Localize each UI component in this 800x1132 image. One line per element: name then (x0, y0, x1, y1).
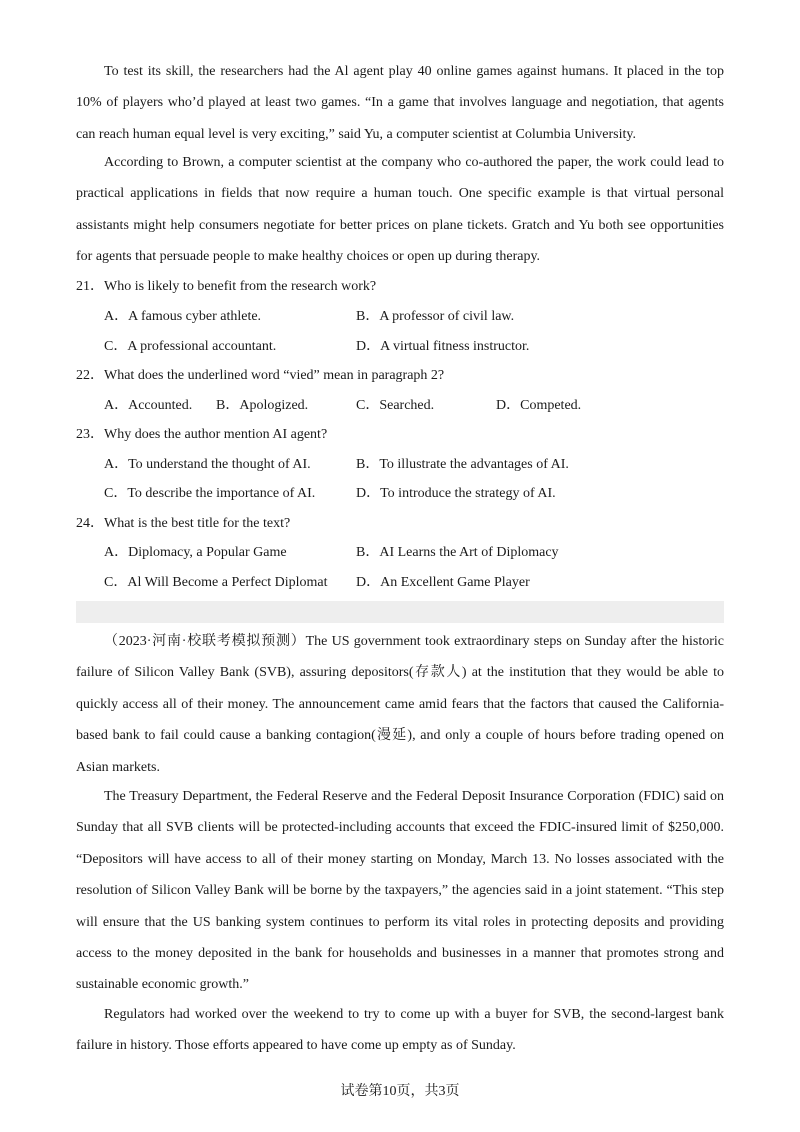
question-21-option-b[interactable]: B．A professor of civil law. (356, 309, 515, 324)
question-24-option-c[interactable]: C．Al Will Become a Perfect Diplomat (104, 575, 328, 590)
question-22-stem: 22．What does the underlined word “vied” mean in paragraph 2? (76, 368, 445, 383)
question-24-option-d[interactable]: D．An Excellent Game Player (356, 575, 530, 590)
passage2-paragraph-2: The Treasury Department, the Federal Reserve and the Federal Deposit Insurance Corporation (FDIC) said on Sunday that all SVB clients will be protected-including accounts that exceed the FDIC-insured limit of $250,000. “Depositors will have access to all of their money starting on Monday, March 13. No losses associated with the resolution of Silicon Valley Bank will be borne by the taxpayers,” the agencies said in a joint statement. “This step will ensure that the US banking system continues to perform its vital roles in protecting deposits and providing access to the money deposited in the bank for households and businesses in a manner that promotes strong and sustainable economic growth.” (76, 789, 724, 993)
question-21-option-c[interactable]: C．A professional accountant. (104, 339, 277, 354)
section-divider (76, 601, 724, 623)
passage2-source: （2023·河南·校联考模拟预测） (104, 634, 306, 649)
question-21-stem: 21．Who is likely to benefit from the research work? (76, 279, 377, 294)
question-24-stem: 24．What is the best title for the text? (76, 516, 291, 531)
question-22-option-c[interactable]: C．Searched. (356, 398, 435, 413)
question-22-option-d[interactable]: D．Competed. (496, 398, 582, 413)
passage2-paragraph-1-text: The US government took extraordinary steps on Sunday after the historic failure of Silicon Valley Bank (SVB), assuring depositors(存款人) at the institution that they would be able to quickly access all of their money. The announcement came amid fears that the factors that caused the California-based bank to fail could cause a banking contagion(漫延), and only a couple of hours before trading opened on Asian markets. (76, 634, 724, 775)
question-24-option-a[interactable]: A．Diplomacy, a Popular Game (104, 545, 287, 560)
passage2-paragraph-1 (76, 626, 724, 783)
question-22-option-b[interactable]: B．Apologized. (216, 398, 309, 413)
question-23-stem: 23．Why does the author mention AI agent? (76, 427, 328, 442)
question-23-option-d[interactable]: D．To introduce the strategy of AI. (356, 486, 556, 501)
question-23-option-b[interactable]: B．To illustrate the advantages of AI. (356, 457, 569, 472)
passage2-paragraph-3: Regulators had worked over the weekend to try to come up with a buyer for SVB, the second-largest bank failure in history. Those efforts appeared to have come up empty as of Sunday. (76, 1007, 724, 1054)
page-footer: 试卷第10页，共3页 (340, 1084, 460, 1099)
question-21-option-d[interactable]: D．A virtual fitness instructor. (356, 339, 530, 354)
passage1-paragraph-1: To test its skill, the researchers had the Al agent play 40 online games against humans. It placed in the top 10% of players who’d played at least two games. “In a game that involves language and negotiation, that agents can reach human equal level is very exciting,” said Yu, a computer scientist at Columbia University. (76, 64, 724, 142)
question-22-option-a[interactable]: A．Accounted. (104, 398, 193, 413)
passage1-paragraph-2: According to Brown, a computer scientist at the company who co-authored the paper, the work could lead to practical applications in fields that now require a human touch. One specific example is that virtual personal assistants might help consumers negotiate for better prices on plane tickets. Gratch and Yu both see opportunities for agents that persuade people to make healthy choices or open up during therapy. (76, 155, 724, 265)
question-23-option-a[interactable]: A．To understand the thought of AI. (104, 457, 311, 472)
question-23-option-c[interactable]: C．To describe the importance of AI. (104, 486, 316, 501)
question-24-option-b[interactable]: B．AI Learns the Art of Diplomacy (356, 545, 559, 560)
question-21-option-a[interactable]: A．A famous cyber athlete. (104, 309, 262, 324)
